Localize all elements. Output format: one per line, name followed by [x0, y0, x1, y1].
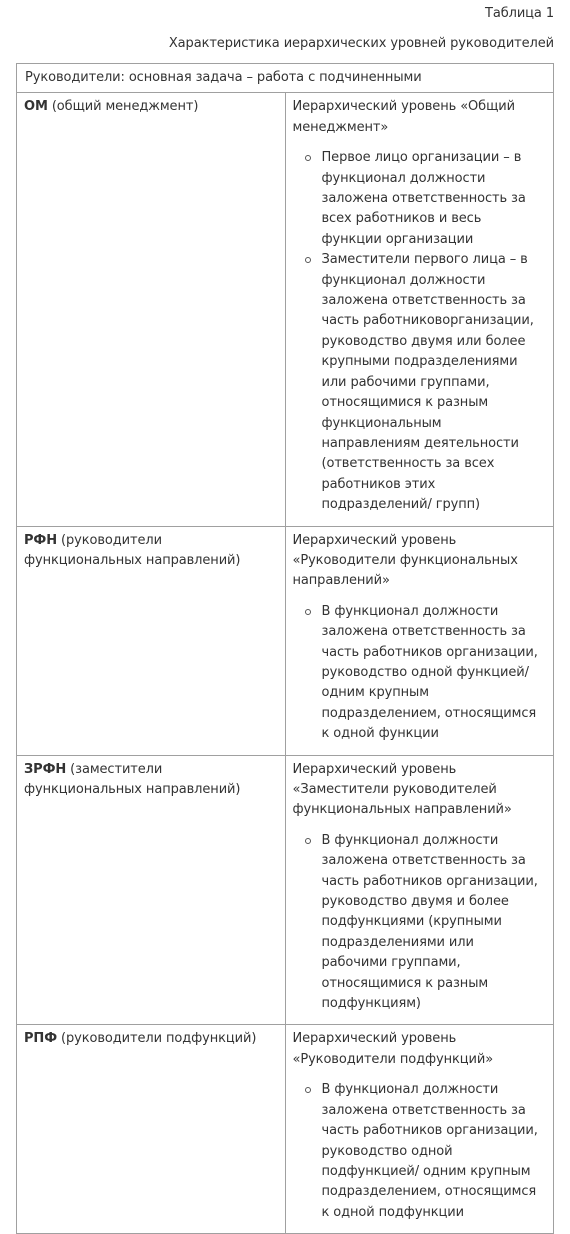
table-row [17, 93, 554, 526]
table-caption: Характеристика иерархических уровней руководителей [168, 36, 554, 51]
level-code: ОМ [24, 99, 48, 115]
row-label-cell [17, 526, 286, 755]
level-title: Иерархический уровень «Общий менеджмент» [292, 99, 515, 135]
table-row [17, 755, 554, 1025]
level-title: Иерархический уровень «Руководители функциональных направлений» [292, 532, 518, 589]
responsibility-list [293, 148, 544, 515]
list-item: Первое лицо организации – в функционал должности заложена ответственность за всех работников и весь функции организации [293, 148, 544, 250]
responsibility-list [293, 831, 544, 1015]
row-content-cell [285, 755, 554, 1025]
level-code: РФН [24, 532, 57, 548]
level-code: ЗРФН [24, 761, 67, 777]
header-cell: Руководители: основная задача – работа с подчиненными [17, 64, 554, 93]
list-item: Заместители первого лица – в функционал должности заложена ответственность за часть работниковорганизации, руководство двумя или более крупными подразделениями или рабочими группами, относящимися к разным функциональным направлениям деятельности (ответственность за всех работников этих подразделений/ групп) [293, 250, 544, 515]
responsibility-list [293, 1080, 544, 1223]
hierarchy-table [16, 63, 554, 1234]
level-description: (руководители подфункций) [57, 1031, 257, 1047]
row-label-cell [17, 1025, 286, 1234]
level-description: (общий менеджмент) [47, 99, 199, 115]
row-content-cell [285, 1025, 554, 1234]
list-item: В функционал должности заложена ответственность за часть работников организации, руководство двумя и более подфункциями (крупными подразделениями или рабочими группами, относящимися к разным подфункциям) [293, 831, 544, 1015]
level-code: РПФ [24, 1031, 57, 1047]
level-description: (руководители функциональных направлений) [24, 532, 241, 568]
row-label-cell [17, 755, 286, 1025]
table-header-row [17, 64, 554, 93]
row-content-cell [285, 93, 554, 526]
table-row [17, 1025, 554, 1234]
row-label-cell [17, 93, 286, 526]
table-number: Таблица 1 [484, 6, 554, 21]
level-title: Иерархический уровень «Руководители подфункций» [292, 1031, 494, 1067]
table-row [17, 526, 554, 755]
responsibility-list [293, 602, 544, 745]
level-title: Иерархический уровень «Заместители руководителей функциональных направлений» [292, 761, 512, 818]
level-description: (заместители функциональных направлений) [24, 761, 241, 797]
row-content-cell [285, 526, 554, 755]
list-item: В функционал должности заложена ответственность за часть работников организации, руководство одной подфункцией/ одним крупным подразделением, относящимся к одной подфункции [293, 1080, 544, 1223]
list-item: В функционал должности заложена ответственность за часть работников организации, руководство одной функцией/ одним крупным подразделением, относящимся к одной функции [293, 602, 544, 745]
